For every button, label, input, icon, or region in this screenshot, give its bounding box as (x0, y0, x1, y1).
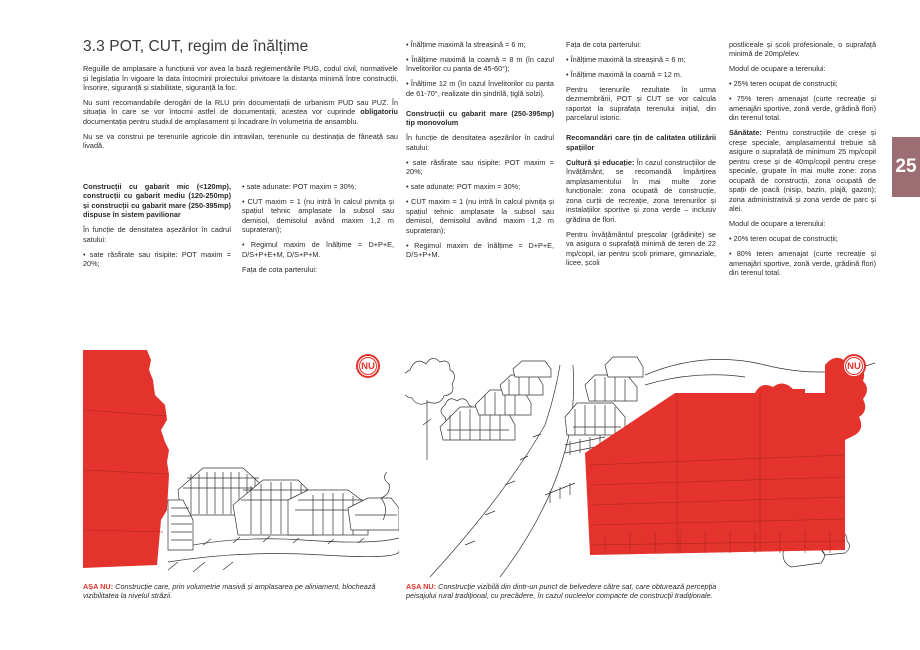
bullet-item: • Regimul maxim de înălțime = D+P+E, D/S+P+M. (406, 240, 554, 260)
paragraph: Fața de cota parterului: (242, 264, 318, 274)
bullet-item: • 80% teren amenajat (curte recreație și amenajări sportive, zonă verde, grădină flori) din terenul total. (729, 249, 876, 278)
bullet-item: • CUT maxim = 1 (nu intră în calcul pivnița și spațiul tehnic amplasate la subsol sau demisol, demisolul având maxim 1,2 m suprateran); (242, 196, 394, 235)
bullet-item: • 75% teren amenajat (curte recreație și amenajări sportive, zonă verde, grădină flori) din terenul total. (729, 94, 876, 123)
caption-left: AȘA NU: Construcție care, prin volumetrie masivă și amplasarea pe aliniament, blochează vizibilitatea la nivelul străzii. (83, 582, 376, 600)
bullet-item: • 25% teren ocupat de construcții; (729, 79, 838, 89)
column-4 (566, 40, 716, 273)
paragraph: Nu se va construi pe terenurile agricole din intravilan, terenurile cu destinația de fâneață sau livadă. (83, 131, 398, 151)
bullet-item: • sate adunate: POT maxim = 30%; (242, 182, 357, 191)
bullet-item: • 20% teren ocupat de construcții; (729, 234, 838, 244)
bullet-item: • Înălțime 12 m (în cazul învelitorilor cu panta de 61-70°, realizate din șindrilă, țiglă solzi). (406, 79, 554, 98)
nu-badge-right: NU (842, 354, 866, 378)
paragraph: Fața de cota parterului: (566, 40, 642, 49)
paragraph: În funcție de densitatea așezărilor în cadrul satului: (83, 225, 231, 244)
paragraph: Pentru învățământul preșcolar (grădinițe) se va asigura o suprafață minimă de teren de 22 mp/copil, iar pentru școli primare, gimnaziale, licee, școli (566, 229, 716, 268)
caption-right: AȘA NU: Construcție vizibilă din dintr-un punct de belvedere către sat, care obturează percepția peisajului rural tradițional, cu precădere, în cazul nucleelor compacte de construcții tradiționale. (406, 582, 717, 600)
column-5 (729, 40, 876, 283)
bullet-item: • Înălțime maximă la coamă = 12 m. (566, 69, 682, 79)
intro-column (83, 38, 398, 156)
section-heading: Construcții cu gabarit mare (250-395mp) tip monovolum (406, 108, 554, 128)
paragraph: Modul de ocupare a terenului: (729, 219, 826, 229)
column-3 (406, 40, 554, 265)
illustration-street-block (83, 350, 399, 576)
bullet-item: • Înălțime maximă la streașină = 6 m; (566, 54, 686, 64)
small-buildings-column-2 (242, 182, 394, 280)
page-title: 3.3 POT, CUT, regim de înălțime (83, 38, 309, 55)
bullet-item: • Înălțime maximă la streașină = 6 m; (406, 40, 526, 49)
small-buildings-column (83, 182, 231, 274)
page-number-tab: 25 (892, 137, 920, 197)
nu-badge-left: NU (356, 354, 380, 378)
bullet-item: • Înălțime maximă la coamă = 8 m (în cazul învelitorilor cu panta de 45-60°); (406, 54, 554, 74)
bullet-item: • CUT maxim = 1 (nu intră în calcul pivnița și spațiul tehnic amplasate la subsol sau demisol, demisolul având maxim 1,2 m suprateran); (406, 197, 554, 235)
paragraph: Nu sunt recomandabile derogări de la RLU prin documentații de urbanism PUD sau PUZ. În situația în care se vor întocmi astfel de documentații, acestea vor cuprinde obligatoriu documentația pentru studiul de amplasament și încadrare în volumetria de ansamblu. (83, 98, 398, 126)
paragraph: postliceale și școli profesionale, o suprafață minimă de 20mp/elev. (729, 40, 876, 59)
illustration-village-view (405, 345, 875, 577)
bullet-item: • sate răsfirate sau risipite: POT maxim = 20%; (406, 157, 554, 177)
paragraph: Sănătate: Pentru construcțiile de creșe și creșe speciale, amplasamentul trebuie să asigure o suprafață de minimum 25 mp/copil pentru creșe și de 40mp/copil pentru creșe speciale, grupate în mai multe zone: zona ocupată de construcții, zona ocupată de spații de joacă (nisip, bazin, plajă, gazon); zona administrativă și zona verde de parc și alei. (729, 128, 876, 214)
paragraph: Reguille de amplasare a funcțiunii vor avea la bază reglementările PUG, codul civil, normativele și legislația în vigoare la data întocmirii proiectului privitoare la distanța minimă între construcții, însorire, siguranță și stabilitate, siguranță la foc. (83, 64, 398, 93)
paragraph: Cultură și educație: În cazul construcțiilor de învățământ, se recomandă împărțirea amplasamentului în mai multe zone funcționale: zona ocupată de construcție, zona curții de recreație, zona terenurilor și instalațiilor sportive și zona verde – inclusiv grădina de flori. (566, 157, 716, 224)
section-heading: Recomandări care țin de calitatea utilizării spațiilor (566, 133, 716, 152)
paragraph: Modul de ocupare a terenului: (729, 64, 826, 74)
bullet-item: • Regimul maxim de înălțime = D+P+E, D/S+P+E+M, D/S+P+M. (242, 240, 394, 259)
section-heading: Construcții cu gabarit mic (<120mp), construcții cu gabarit mediu (120-250mp) și construcții cu gabarit mare (250-395mp) dispuse în sistem pavilionar (83, 182, 231, 220)
paragraph: Pentru terenurile rezultate în urma dezmembrării, POT și CUT se vor calcula raportat la suprafața terenului inițial, din parcelarul istoric. (566, 84, 716, 123)
bullet-item: • sate adunate: POT maxim = 30%; (406, 182, 521, 192)
bullet-item: • sate răsfirate sau risipite: POT maxim = 20%; (83, 249, 231, 269)
paragraph: În funcție de densitatea așezărilor în cadrul satului: (406, 133, 554, 152)
